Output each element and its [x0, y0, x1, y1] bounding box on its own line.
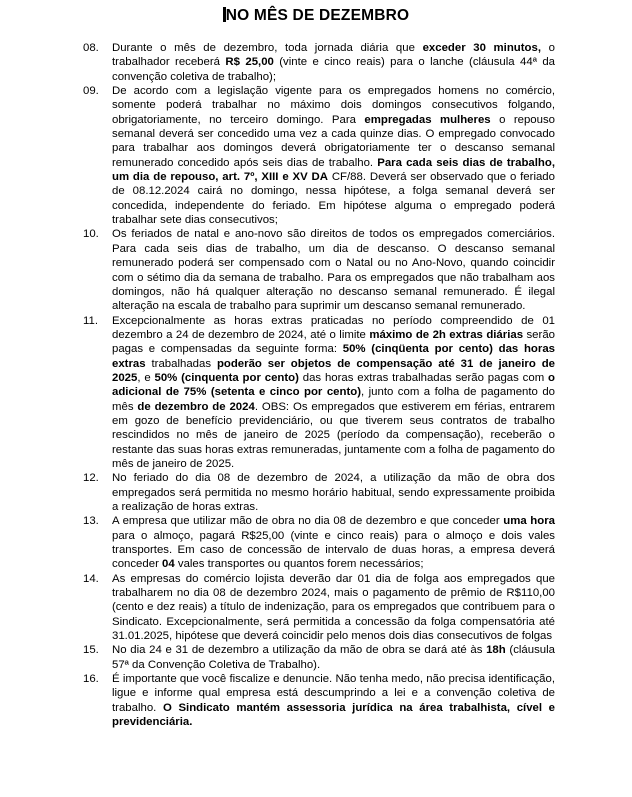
- item-number: 14.: [83, 572, 99, 585]
- text-segment: Os feriados de natal e ano-novo são direitos de todos os empregados comerciários. Para cada seis dias de trabalho, um dia de descanso. O descanso semanal remunerado poderá ser compensado com o Natal ou no Ano-Novo, quando coincidir com o sétimo dia da semana de trabalho. Para os empregados que não trabalham aos domingos, não há qualquer alteração no descanso semanal remunerado. É ilegal alteração na escala de trabalho para suprimir um descanso semanal remunerado.: [112, 228, 555, 313]
- item-text: [112, 84, 555, 227]
- item-number: 10.: [83, 228, 99, 241]
- text-segment: vales transportes ou quantos forem necessários;: [174, 558, 424, 571]
- page-title-text: NO MÊS DE DEZEMBRO: [225, 7, 410, 24]
- text-segment: De acordo com a legislação vigente para os empregados homens no comércio, somente poderá trabalhar no máximo dois domingos consecutivos folgando, obrigatoriamente, no terceiro domingo. Para: [112, 85, 555, 126]
- text-segment: , e: [137, 371, 155, 384]
- item-number: 16.: [83, 673, 99, 686]
- item-number: 08.: [83, 42, 99, 54]
- item-number: 13.: [83, 515, 99, 528]
- text-segment: das horas extras trabalhadas serão pagas com: [298, 371, 549, 384]
- item-text: [112, 514, 555, 571]
- list-item: [83, 672, 632, 729]
- text-segment: exceder 30 minutos,: [422, 42, 542, 54]
- list-item: [83, 227, 632, 313]
- item-number: 15.: [83, 644, 99, 657]
- text-segment: o repouso semanal deverá ser concedido uma vez a cada quinze dias. O empregado convocado para trabalhar aos domingos deverá obrigatoriamente ter o descanso semanal remunerado concedido após seis dias de trabalho.: [112, 113, 556, 169]
- list-item: [83, 84, 632, 227]
- item-text: [112, 227, 555, 313]
- text-segment: Excepcionalmente as horas extras praticadas no período compreendido de 01 dezembro a 24 de dezembro de 2024, até o limite: [112, 314, 555, 341]
- text-segment: (cláusula 57ª da Convenção Coletiva de Trabalho).: [112, 644, 555, 671]
- text-segment: máximo de 2h extras diárias: [369, 328, 524, 341]
- items-list: [0, 41, 632, 730]
- list-item: [83, 314, 632, 472]
- text-segment: . OBS: Os empregados que estiverem em férias, entrarem em gozo de benefício previdenciário, ou que tiverem seus contratos de trabalho rescindidos no mês de janeiro de 2025 (período da compensação), receberão o restante das suas horas extras remuneradas, juntamente com a folha de pagamento do mês de janeiro de 2025.: [112, 400, 555, 470]
- text-segment: poderão ser objetos de compensação até 31 de janeiro de 2025: [112, 357, 555, 384]
- text-segment: o adicional de 75% (setenta e cinco por cento): [112, 371, 555, 399]
- text-segment: R$ 25,00: [225, 56, 274, 69]
- text-segment: No dia 24 e 31 de dezembro a utilização da mão de obra se dará até às: [112, 644, 487, 657]
- list-item: [83, 471, 632, 514]
- text-segment: As empresas do comércio lojista deverão dar 01 dia de folga aos empregados que trabalharem no dia 08 de dezembro 2024, mais o pagamento de prêmio de R$110,00 (cento e dez reais) a título de indenização, para os empregados que contribuem para o Sindicato. Excepcionalmente, será permitida a concessão da folga compensatória até 31.01.2025, hipótese que deverá coincidir pelo menos dois dias consecutivos de folgas: [112, 572, 555, 643]
- text-segment: Durante o mês de dezembro, toda jornada diária que: [112, 42, 423, 54]
- text-segment: de dezembro de 2024: [137, 400, 255, 413]
- text-segment: uma hora: [503, 515, 555, 528]
- text-segment: 04: [162, 558, 175, 571]
- text-segment: trabalhadas: [145, 357, 217, 370]
- list-item: [83, 572, 632, 644]
- item-text: [112, 314, 555, 472]
- item-number: 11.: [83, 314, 98, 327]
- page-title: [0, 0, 632, 25]
- item-text: [112, 471, 555, 514]
- text-segment: No feriado do dia 08 de dezembro de 2024, a utilização da mão de obra dos empregados será permitida no mesmo horário habitual, sendo expressamente proibida a realização de horas extras.: [112, 472, 555, 513]
- text-segment: O Sindicato mantém assessoria jurídica na área trabalhista, cível e previdenciária.: [112, 701, 555, 729]
- item-text: [112, 643, 555, 672]
- text-segment: o trabalhador receberá: [112, 42, 555, 69]
- text-segment: empregadas mulheres: [364, 113, 491, 126]
- text-segment: , junto com a folha de pagamento do mês: [112, 386, 555, 413]
- item-number: 12.: [83, 472, 99, 485]
- item-text: [112, 41, 555, 84]
- list-item: [83, 41, 632, 84]
- text-segment: Para cada seis dias de trabalho, um dia de repouso, art. 7º, XIII e XV DA: [112, 156, 555, 184]
- text-segment: É importante que você fiscalize e denuncie. Não tenha medo, não precisa identificação, ligue e informe qual empresa está descumprindo a lei e a convenção coletiva de trabalho.: [112, 673, 555, 714]
- item-text: [112, 672, 555, 729]
- item-number: 09.: [83, 85, 99, 98]
- text-segment: (vinte e cinco reais) para o lanche (cláusula 44ª da convenção coletiva de trabalho);: [112, 56, 555, 83]
- text-segment: A empresa que utilizar mão de obra no dia 08 de dezembro e que conceder: [112, 515, 504, 528]
- text-segment: para o almoço, pagará R$25,00 (vinte e cinco reais) para o almoço e dois vales transportes. Em caso de concessão de intervalo de duas horas, a empresa deverá conceder: [112, 529, 555, 571]
- list-item: [83, 514, 632, 571]
- text-segment: 50% (cinquenta por cento): [154, 371, 299, 384]
- item-text: [112, 572, 555, 644]
- text-segment: 18h: [486, 644, 506, 657]
- text-segment: 50% (cinqüenta por cento) das horas extras: [112, 343, 555, 370]
- text-segment: serão pagas e compensadas da seguinte forma:: [112, 328, 555, 356]
- text-segment: CF/88. Deverá ser observado que o feriado de 08.12.2024 cairá no domingo, nessa hipótese, a folga semanal deverá ser concedida, independente do feriado. Em hipótese alguma o empregado poderá trabalhar sete dias consecutivos;: [112, 171, 555, 227]
- list-item: [83, 643, 632, 672]
